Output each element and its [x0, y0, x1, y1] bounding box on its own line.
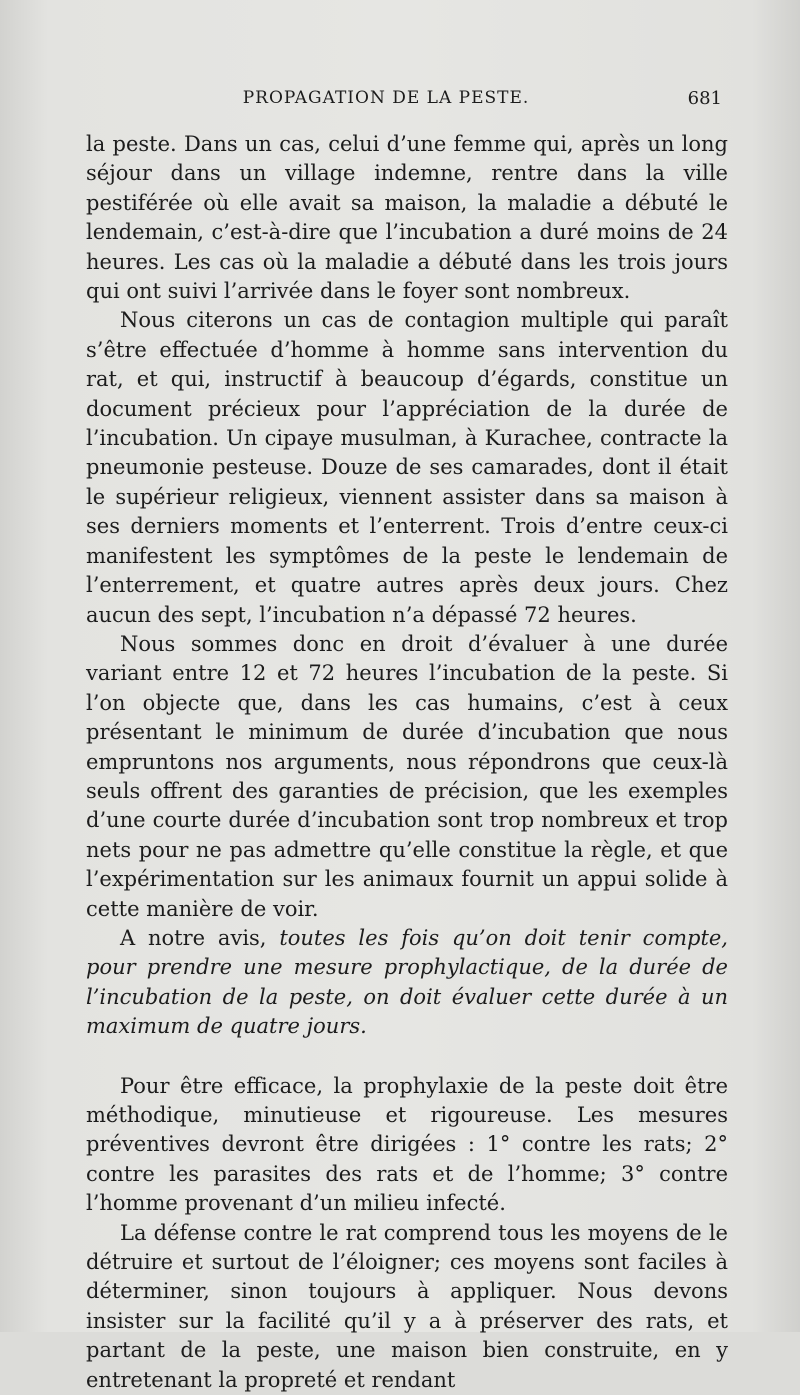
section-gap	[86, 1042, 728, 1072]
paragraph: Nous citerons un cas de contagion multiple qui paraît s’être effectuée d’homme à homme sans intervention du rat, et qui, instructif à beaucoup d’égards, constitue un document précieux pour l’appréciation de la durée de l’incubation. Un cipaye musulman, à Kurachee, contracte la pneumonie pesteuse. Douze de ses camarades, dont il était le supérieur religieux, viennent assister dans sa maison à ses derniers moments et l’enterrent. Trois d’entre ceux-ci manifestent les symptômes de la peste le lendemain de l’enterrement, et quatre autres après deux jours. Chez aucun des sept, l’incubation n’a dépassé 72 heures.	[86, 308, 728, 627]
conclusion-paragraph	[86, 924, 728, 1042]
running-head	[86, 88, 726, 114]
body-text	[86, 130, 728, 1395]
paragraph: la peste. Dans un cas, celui d’une femme qui, après un long séjour dans un village indemne, rentre dans la ville pestiférée où elle avait sa maison, la maladie a débuté le lendemain, c’est-à-dire que l’incubation a duré moins de 24 heures. Les cas où la maladie a débuté dans les trois jours qui ont suivi l’arrivée dans le foyer sont nombreux.	[86, 132, 728, 304]
paragraph: Pour être efficace, la prophylaxie de la peste doit être méthodique, minutieuse et rigoureuse. Les mesures préventives devront être dirigées : 1° contre les rats; 2° contre les parasites des rats et de l’homme; 3° contre l’homme provenant d’un milieu infecté.	[86, 1073, 728, 1216]
paragraph: Nous sommes donc en droit d’évaluer à une durée variant entre 12 et 72 heures l’incubation de la peste. Si l’on objecte que, dans les cas humains, c’est à ceux présentant le minimum de durée d’incubation que nous empruntons nos arguments, nous répondrons que ceux-là seuls offrent des garanties de précision, que les exemples d’une courte durée d’incubation sont trop nombreux et trop nets pour ne pas admettre qu’elle constitue la règle, et que l’expérimentation sur les animaux fournit un appui solide à cette manière de voir.	[86, 631, 728, 921]
page-number: 681	[687, 88, 722, 109]
conclusion-italic: toutes les fois qu’on doit tenir compte, pour prendre une mesure prophylactique, de la durée de l’incubation de la peste, on doit évaluer cette durée à un maximum de quatre jours.	[86, 925, 728, 1039]
running-title: PROPAGATION DE LA PESTE.	[242, 88, 530, 108]
paragraph: La défense contre le rat comprend tous les moyens de le détruire et surtout de l’éloigner; ces moyens sont faciles à déterminer, sinon toujours à appliquer. Nous devons insister sur la facilité qu’il y a à préserver des rats, et partant de la peste, une maison bien construite, en y entretenant la propreté et rendant	[86, 1220, 728, 1392]
conclusion-lead: A notre avis,	[120, 925, 280, 950]
